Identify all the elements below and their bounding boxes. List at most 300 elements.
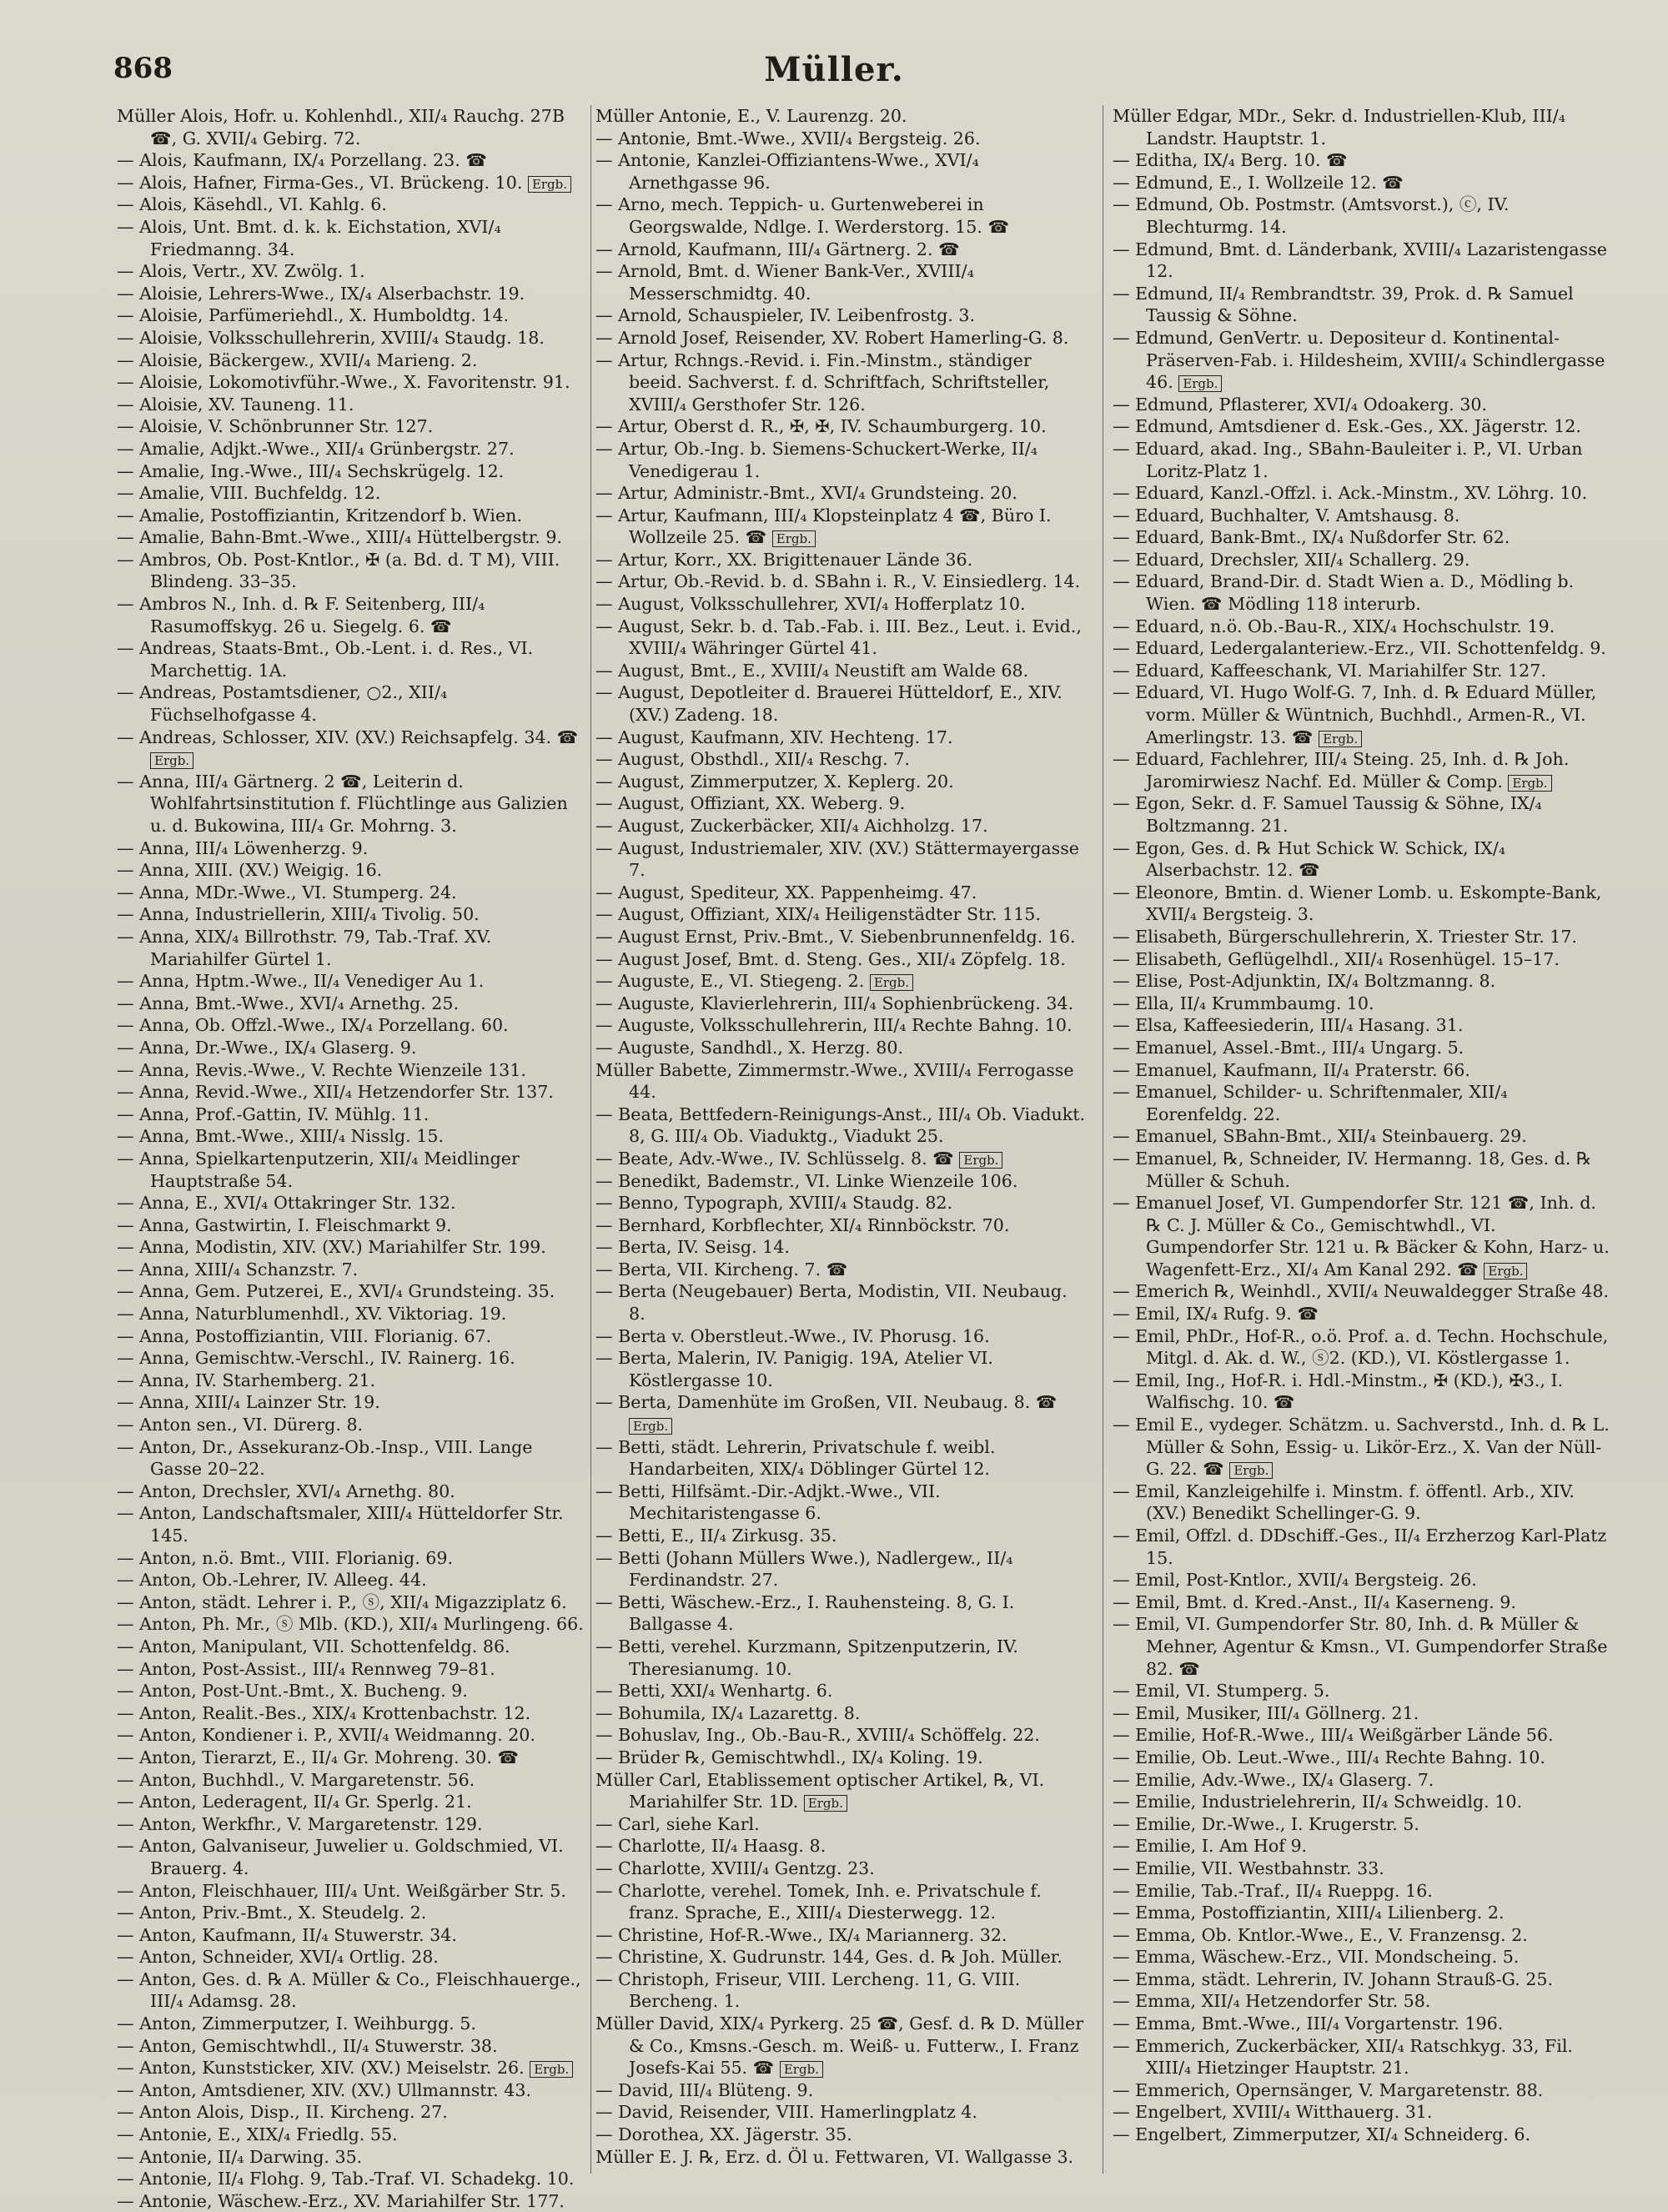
entry-text: — Anton, Tierarzt, E., II/₄ Gr. Mohreng. 30. ☎ xyxy=(117,1747,520,1767)
directory-entry xyxy=(117,2057,584,2079)
entry-text: — August, Offiziant, XX. Weberg. 9. xyxy=(595,793,906,814)
directory-entry xyxy=(117,2168,584,2190)
directory-entry xyxy=(595,970,1088,993)
entry-text: — Auguste, Sandhdl., X. Herzg. 80. xyxy=(595,1037,903,1058)
entry-text: — Edmund, E., I. Wollzeile 12. ☎ xyxy=(1113,172,1404,193)
entry-text: — Bohuslav, Ing., Ob.-Bau-R., XVIII/₄ Schöffelg. 22. xyxy=(595,1725,1040,1746)
page-number: 868 xyxy=(113,52,173,85)
directory-entry xyxy=(595,549,1088,571)
directory-entry xyxy=(1113,660,1613,682)
directory-entry xyxy=(595,415,1088,438)
directory-entry xyxy=(117,1769,584,1792)
directory-entry xyxy=(117,194,584,216)
entry-text: — Arno, mech. Teppich- u. Gurtenweberei in Georgswalde, Ndlge. I. Werderstorg. 15. ☎ xyxy=(595,194,1010,237)
entry-text: — Anton, Post-Unt.-Bmt., X. Bucheng. 9. xyxy=(117,1681,468,1702)
directory-entry xyxy=(595,1280,1088,1325)
directory-entry xyxy=(117,1081,584,1103)
directory-entry xyxy=(117,1658,584,1681)
directory-entry xyxy=(117,1259,584,1281)
entry-text: — Betti, E., II/₄ Zirkusg. 35. xyxy=(595,1526,837,1546)
entry-text: — Anna, Hptm.-Wwe., II/₄ Venediger Au 1. xyxy=(117,971,485,992)
entry-text: — Emma, Postoffiziantin, XIII/₄ Lilienberg. 2. xyxy=(1113,1903,1505,1923)
directory-entry xyxy=(117,882,584,904)
directory-entry xyxy=(1113,1148,1613,1192)
directory-entry xyxy=(1113,549,1613,571)
directory-entry xyxy=(1113,1835,1613,1858)
entry-text: — Aloisie, Parfümeriehdl., X. Humboldtg. 14. xyxy=(117,305,510,326)
entry-text: — Anna, Modistin, XIV. (XV.) Mariahilfer Str. 199. xyxy=(117,1237,546,1258)
entry-text: — Emilie, Hof-R.-Wwe., III/₄ Weißgärber Lände 56. xyxy=(1113,1725,1554,1746)
entry-text: — Eduard, Kaffeeschank, VI. Mariahilfer Str. 127. xyxy=(1113,660,1546,681)
directory-entry xyxy=(117,304,584,327)
directory-entry xyxy=(117,637,584,681)
directory-entry xyxy=(1113,1747,1613,1769)
directory-entry xyxy=(595,1813,1088,1836)
entry-text: — Anton, Werkfhr., V. Margaretenstr. 129. xyxy=(117,1813,483,1834)
directory-entry xyxy=(117,1037,584,1059)
ergb-badge: Ergb. xyxy=(772,530,816,547)
directory-entry xyxy=(117,1014,584,1037)
directory-entry xyxy=(1113,394,1613,416)
directory-entry xyxy=(117,903,584,926)
directory-entry xyxy=(595,1591,1088,1636)
directory-entry xyxy=(117,2035,584,2058)
entry-text: — Elsa, Kaffeesiederin, III/₄ Hasang. 31. xyxy=(1113,1015,1464,1036)
entry-text: — Eduard, Bank-Bmt., IX/₄ Nußdorfer Str. 62. xyxy=(1113,527,1510,548)
directory-entry xyxy=(1113,882,1613,926)
entry-text: — Emilie, Industrielehrerin, II/₄ Schweidlg. 10. xyxy=(1113,1792,1523,1812)
entry-text: — Bernhard, Korbflechter, XI/₄ Rinnböckstr. 70. xyxy=(595,1214,1010,1235)
entry-text: — Charlotte, verehel. Tomek, Inh. e. Privatschule f. franz. Sprache, E., XIII/₄ Diesterwegg. 12. xyxy=(595,1880,1042,1923)
directory-entry xyxy=(1113,1902,1613,1924)
entry-text: — Arnold Josef, Reisender, XV. Robert Hamerling-G. 8. xyxy=(595,327,1069,348)
column-divider xyxy=(590,105,591,2174)
ergb-badge: Ergb. xyxy=(1229,1462,1273,1479)
directory-entry xyxy=(117,1502,584,1546)
directory-entry xyxy=(1113,1014,1613,1037)
directory-entry xyxy=(595,1769,1088,1813)
directory-entry xyxy=(117,371,584,394)
entry-text: — Andreas, Schlosser, XIV. (XV.) Reichsapfelg. 34. ☎ xyxy=(117,726,579,747)
entry-text: — August, Bmt., E., XVIII/₄ Neustift am Walde 68. xyxy=(595,660,1029,681)
entry-text: — Emil E., vydeger. Schätzm. u. Sachverstd., Inh. d. ℞ L. Müller & Sohn, Essig- u. Likör-Erz., X. Van der Nüll-G. 22. ☎ xyxy=(1113,1415,1610,1480)
directory-entry xyxy=(595,327,1088,349)
entry-text: — Betti, städt. Lehrerin, Privatschule f. weibl. Handarbeiten, XIX/₄ Döblinger Gürtel 12. xyxy=(595,1436,996,1480)
directory-entry xyxy=(595,1236,1088,1259)
directory-entry xyxy=(1113,1680,1613,1702)
directory-entry xyxy=(595,726,1088,749)
entry-text: — Emma, Wäschew.-Erz., VII. Mondscheing. 5. xyxy=(1113,1947,1520,1968)
entry-text: — Amalie, Bahn-Bmt.-Wwe., XIII/₄ Hüttelbergstr. 9. xyxy=(117,527,563,548)
directory-entry xyxy=(1113,1414,1613,1481)
directory-entry xyxy=(595,2013,1088,2079)
entry-text: — Auguste, E., VI. Stiegeng. 2. xyxy=(595,971,865,992)
ergb-badge: Ergb. xyxy=(804,1795,847,1812)
entry-text: — Alois, Käsehdl., VI. Kahlg. 6. xyxy=(117,194,387,215)
directory-entry xyxy=(117,2013,584,2035)
entry-text: — Engelbert, Zimmerputzer, XI/₄ Schneiderg. 6. xyxy=(1113,2124,1531,2145)
directory-entry xyxy=(117,526,584,549)
directory-entry xyxy=(1113,748,1613,792)
entry-text: — Anton, Drechsler, XVI/₄ Arnethg. 80. xyxy=(117,1481,455,1501)
directory-entry xyxy=(595,1259,1088,1281)
entry-text: — Arnold, Kaufmann, III/₄ Gärtnerg. 2. ☎ xyxy=(595,239,960,259)
directory-entry xyxy=(117,549,584,593)
directory-entry xyxy=(117,1481,584,1503)
directory-entry xyxy=(117,1968,584,2013)
directory-entry xyxy=(595,1946,1088,1968)
entry-text: Müller Edgar, MDr., Sekr. d. Industriellen-Klub, III/₄ Landstr. Hauptstr. 1. xyxy=(1113,106,1565,148)
directory-entry xyxy=(1113,415,1613,438)
ergb-badge: Ergb. xyxy=(959,1152,1002,1169)
directory-entry xyxy=(595,2101,1088,2124)
entry-text: — Edmund, GenVertr. u. Depositeur d. Kontinental-Präserven-Fab. i. Hildesheim, XVIII/₄ Schindlergasse 46. xyxy=(1113,327,1605,393)
directory-entry xyxy=(1113,948,1613,971)
directory-entry xyxy=(117,1125,584,1148)
directory-entry xyxy=(117,172,584,194)
entry-text: — Benedikt, Bademstr., VI. Linke Wienzeile 106. xyxy=(595,1170,1018,1191)
entry-text: — Charlotte, II/₄ Haasg. 8. xyxy=(595,1836,826,1857)
directory-entry xyxy=(117,1280,584,1303)
entry-text: — Alois, Unt. Bmt. d. k. k. Eichstation, XVI/₄ Friedmanng. 34. xyxy=(117,216,501,259)
entry-text: — Edmund, Amtsdiener d. Esk.-Ges., XX. Jägerstr. 12. xyxy=(1113,416,1581,437)
directory-entry xyxy=(117,1547,584,1570)
directory-entry xyxy=(1113,1924,1613,1947)
entry-text: — Emil, Musiker, III/₄ Göllnerg. 21. xyxy=(1113,1702,1419,1723)
directory-entry xyxy=(595,128,1088,150)
directory-entry xyxy=(595,1924,1088,1947)
entry-text: — Amalie, Ing.-Wwe., III/₄ Sechskrügelg. 12. xyxy=(117,460,505,481)
directory-entry xyxy=(1113,505,1613,527)
entry-text: — Anna, XIII/₄ Lainzer Str. 19. xyxy=(117,1392,380,1413)
directory-entry xyxy=(1113,194,1613,238)
directory-entry xyxy=(1113,2013,1613,2035)
entry-text: — David, Reisender, VIII. Hamerlingplatz 4. xyxy=(595,2102,977,2123)
directory-entry xyxy=(1113,2035,1613,2079)
running-head: Müller. xyxy=(764,50,904,89)
entry-text: — August, Industriemaler, XIV. (XV.) Stättermayergasse 7. xyxy=(595,837,1079,881)
entry-text: — Emilie, Tab.-Traf., II/₄ Rueppg. 16. xyxy=(1113,1880,1433,1901)
entry-text: — Artur, Ob.-Revid. b. d. SBahn i. R., V. Einsiedlerg. 14. xyxy=(595,571,1081,592)
directory-entry xyxy=(117,149,584,172)
entry-text: — Anna, Spielkartenputzerin, XII/₄ Meidlinger Hauptstraße 54. xyxy=(117,1148,520,1191)
ergb-badge: Ergb. xyxy=(780,2061,823,2078)
directory-entry xyxy=(117,1059,584,1082)
entry-text: — Berta, Malerin, IV. Panigig. 19A, Atelier VI. Köstlergasse 10. xyxy=(595,1348,993,1390)
entry-text: — Benno, Typograph, XVIII/₄ Staudg. 82. xyxy=(595,1193,953,1214)
directory-entry xyxy=(117,1569,584,1591)
directory-entry xyxy=(595,149,1088,194)
entry-text: — Eduard, Buchhalter, V. Amtshausg. 8. xyxy=(1113,505,1460,525)
directory-entry xyxy=(1113,1525,1613,1569)
directory-entry xyxy=(595,1037,1088,1059)
directory-entry xyxy=(595,260,1088,304)
directory-entry xyxy=(595,1702,1088,1725)
directory-entry xyxy=(595,2124,1088,2146)
directory-entry xyxy=(1113,1370,1613,1414)
entry-text: — Engelbert, XVIII/₄ Witthauerg. 31. xyxy=(1113,2102,1433,2123)
entry-text: — Emil, IX/₄ Rufg. 9. ☎ xyxy=(1113,1304,1319,1325)
entry-text: — Aloisie, XV. Tauneng. 11. xyxy=(117,394,354,415)
directory-entry xyxy=(117,593,584,637)
directory-entry xyxy=(117,1636,584,1658)
entry-text: — Anna, Revid.-Wwe., XII/₄ Hetzendorfer Str. 137. xyxy=(117,1082,554,1103)
entry-text: Müller Alois, Hofr. u. Kohlenhdl., XII/₄ Rauchg. 27B ☎, G. XVII/₄ Gebirg. 72. xyxy=(117,106,565,148)
entry-text: — Emmerich, Zuckerbäcker, XII/₄ Ratschkyg. 33, Fil. XIII/₄ Hietzinger Hauptstr. 21. xyxy=(1113,2035,1573,2079)
entry-text: — Beata, Bettfedern-Reinigungs-Anst., III/₄ Ob. Viadukt. 8, G. III/₄ Ob. Viaduktg., Viadukt 25. xyxy=(595,1103,1086,1147)
directory-entry xyxy=(1113,1325,1613,1370)
entry-text: — Anna, Dr.-Wwe., IX/₄ Glaserg. 9. xyxy=(117,1037,417,1058)
entry-text: — Emma, Bmt.-Wwe., III/₄ Vorgartenstr. 196. xyxy=(1113,2013,1504,2034)
entry-text: — Eduard, Kanzl.-Offzl. i. Ack.-Minstm., XV. Löhrg. 10. xyxy=(1113,483,1588,504)
entry-text: — Auguste, Klavierlehrerin, III/₄ Sophienbrückeng. 34. xyxy=(595,993,1074,1013)
directory-entry xyxy=(117,2124,584,2146)
directory-entry xyxy=(117,1724,584,1747)
entry-text: — Elisabeth, Geflügelhdl., XII/₄ Rosenhügel. 15–17. xyxy=(1113,948,1560,969)
directory-entry xyxy=(117,1391,584,1414)
entry-text: — Emilie, Ob. Leut.-Wwe., III/₄ Rechte Bahng. 10. xyxy=(1113,1747,1545,1767)
entry-text: — Anton, Landschaftsmaler, XIII/₄ Hütteldorfer Str. 145. xyxy=(117,1503,564,1546)
directory-entry xyxy=(117,970,584,993)
directory-entry xyxy=(1113,1059,1613,1082)
directory-entry xyxy=(117,1370,584,1392)
entry-text: — Berta, Damenhüte im Großen, VII. Neubaug. 8. ☎ xyxy=(595,1392,1058,1413)
directory-entry xyxy=(1113,1880,1613,1903)
directory-entry xyxy=(1113,149,1613,172)
entry-text: — Arnold, Bmt. d. Wiener Bank-Ver., XVIII/₄ Messerschmidtg. 40. xyxy=(595,261,974,304)
entry-text: — Ambros, Ob. Post-Kntlor., ✠ (a. Bd. d. T M), VIII. Blindeng. 33–35. xyxy=(117,549,560,592)
directory-entry xyxy=(595,616,1088,660)
directory-entry xyxy=(117,2190,584,2212)
directory-entry xyxy=(1113,2124,1613,2146)
directory-entry xyxy=(117,1214,584,1237)
directory-entry xyxy=(117,859,584,882)
directory-entry xyxy=(1113,1303,1613,1325)
entry-text: — Antonie, Wäschew.-Erz., XV. Mariahilfer Str. 177. xyxy=(117,2190,565,2211)
entry-text: Müller E. J. ℞, Erz. d. Öl u. Fettwaren, VI. Wallgasse 3. xyxy=(595,2146,1074,2167)
directory-entry xyxy=(117,1236,584,1259)
entry-text: — Emil, Post-Kntlor., XVII/₄ Bergsteig. 26. xyxy=(1113,1570,1477,1591)
directory-entry xyxy=(117,327,584,349)
directory-entry xyxy=(595,1636,1088,1680)
entry-text: — Emil, Bmt. d. Kred.-Anst., II/₄ Kaserneng. 9. xyxy=(1113,1591,1516,1612)
directory-entry xyxy=(117,2146,584,2169)
directory-entry xyxy=(117,415,584,438)
directory-entry xyxy=(1113,1990,1613,2013)
entry-text: — Auguste, Volksschullehrerin, III/₄ Rechte Bahng. 10. xyxy=(595,1015,1073,1036)
directory-entry xyxy=(117,349,584,372)
entry-text: — Anna, XIII. (XV.) Weigig. 16. xyxy=(117,860,383,881)
entry-text: — Emanuel, SBahn-Bmt., XII/₄ Steinbauerg. 29. xyxy=(1113,1126,1527,1147)
directory-entry xyxy=(1113,1280,1613,1303)
directory-entry xyxy=(1113,438,1613,482)
directory-entry xyxy=(1113,1968,1613,1991)
directory-entry xyxy=(117,993,584,1015)
ergb-badge: Ergb. xyxy=(1178,375,1222,392)
entry-text: — Anna, III/₄ Löwenherzg. 9. xyxy=(117,837,369,858)
directory-entry xyxy=(595,571,1088,593)
directory-entry xyxy=(1113,2079,1613,2102)
directory-entry xyxy=(117,482,584,505)
entry-text: — Anton, Realit.-Bes., XIX/₄ Krottenbachstr. 12. xyxy=(117,1702,531,1723)
directory-entry xyxy=(595,660,1088,682)
entry-text: — Anton, Lederagent, II/₄ Gr. Sperlg. 21. xyxy=(117,1792,472,1812)
ergb-badge: Ergb. xyxy=(1508,775,1551,792)
entry-text: — Anton, städt. Lehrer i. P., ⓢ, XII/₄ Migazziplatz 6. xyxy=(117,1591,567,1612)
entry-text: — Emil, Offzl. d. DDschiff.-Ges., II/₄ Erzherzog Karl-Platz 15. xyxy=(1113,1526,1607,1568)
entry-text: — Eleonore, Bmtin. d. Wiener Lomb. u. Eskompte-Bank, XVII/₄ Bergsteig. 3. xyxy=(1113,882,1602,925)
entry-text: — Berta (Neugebauer) Berta, Modistin, VII. Neubaug. 8. xyxy=(595,1281,1068,1325)
entry-text: — Anna, Gastwirtin, I. Fleischmarkt 9. xyxy=(117,1214,452,1235)
directory-entry xyxy=(595,593,1088,616)
entry-text: — Anna, MDr.-Wwe., VI. Stumperg. 24. xyxy=(117,882,457,902)
entry-text: — Anton Alois, Disp., II. Kircheng. 27. xyxy=(117,2102,448,2123)
entry-text: — Anton, Zimmerputzer, I. Weihburgg. 5. xyxy=(117,2013,476,2034)
entry-text: — Bohumila, IX/₄ Lazarettg. 8. xyxy=(595,1702,861,1723)
entry-text: — Berta v. Oberstleut.-Wwe., IV. Phorusg. 16. xyxy=(595,1325,990,1346)
entry-text: — Brüder ℞, Gemischtwhdl., IX/₄ Koling. 19. xyxy=(595,1747,983,1767)
entry-text: — Anna, III/₄ Gärtnerg. 2 ☎, Leiterin d. Wohlfahrtsinstitution f. Flüchtlinge aus Galizien u. d. Bukowina, III/₄ Gr. Mohrng. 3. xyxy=(117,771,568,836)
entry-text: — Emil, Ing., Hof-R. i. Hdl.-Minstm., ✠ (KD.), ✠3., I. Walfischg. 10. ☎ xyxy=(1113,1370,1564,1413)
entry-text: — Anna, Ob. Offzl.-Wwe., IX/₄ Porzellang. 60. xyxy=(117,1015,509,1036)
directory-entry xyxy=(595,748,1088,771)
entry-text: — August Ernst, Priv.-Bmt., V. Siebenbrunnenfeldg. 16. xyxy=(595,926,1076,947)
entry-text: — Emil, PhDr., Hof-R., o.ö. Prof. a. d. Techn. Hochschule, Mitgl. d. Ak. d. W., ⓢ2. (KD.), VI. Köstlergasse 1. xyxy=(1113,1325,1609,1369)
directory-entry xyxy=(1113,327,1613,394)
directory-entry xyxy=(595,837,1088,882)
directory-entry xyxy=(1113,172,1613,194)
directory-entry xyxy=(595,1547,1088,1591)
entry-text: — Anna, Revis.-Wwe., V. Rechte Wienzeile 131. xyxy=(117,1059,526,1080)
directory-entry xyxy=(117,1436,584,1481)
directory-entry xyxy=(117,1924,584,1947)
entry-text: — August, Sekr. b. d. Tab.-Fab. i. III. Bez., Leut. i. Evid., XVIII/₄ Währinger Gürtel 41. xyxy=(595,616,1082,659)
entry-text: — Anton, Ges. d. ℞ A. Müller & Co., Fleischhauerge., III/₄ Adamsg. 28. xyxy=(117,1968,581,2012)
directory-entry xyxy=(117,1702,584,1725)
directory-entry xyxy=(595,815,1088,837)
directory-entry xyxy=(1113,1125,1613,1148)
entry-text: — Aloisie, V. Schönbrunner Str. 127. xyxy=(117,416,434,437)
entry-text: — Anna, Prof.-Gattin, IV. Mühlg. 11. xyxy=(117,1103,430,1124)
entry-text: — Ella, II/₄ Krummbaumg. 10. xyxy=(1113,993,1374,1013)
directory-entry xyxy=(595,1192,1088,1214)
directory-entry xyxy=(595,1325,1088,1348)
column-1 xyxy=(117,105,584,2212)
entry-text: — Berta, IV. Seisg. 14. xyxy=(595,1237,790,1258)
entry-text: — Alois, Kaufmann, IX/₄ Porzellang. 23. ☎ xyxy=(117,150,487,171)
entry-text: — Ambros N., Inh. d. ℞ F. Seitenberg, III/₄ Rasumoffskyg. 26 u. Siegelg. 6. ☎ xyxy=(117,594,485,636)
entry-text: — Artur, Rchngs.-Revid. i. Fin.-Minstm., ständiger beeid. Sachverst. f. d. Schriftfach, Schriftsteller, XVIII/₄ Gersthofer Str. 126. xyxy=(595,349,1050,415)
entry-text: — Arnold, Schauspieler, IV. Leibenfrostg. 3. xyxy=(595,305,976,326)
entry-text: — Antonie, II/₄ Darwing. 35. xyxy=(117,2146,363,2167)
entry-text: — Antonie, II/₄ Flohg. 9, Tab.-Traf. VI. Schadekg. 10. xyxy=(117,2169,575,2189)
ergb-badge: Ergb. xyxy=(629,1418,672,1435)
entry-text: — Emil, Kanzleigehilfe i. Minstm. f. öffentl. Arb., XIV. (XV.) Benedikt Schellinger-G. 9. xyxy=(1113,1481,1575,1524)
entry-text: — August, Kaufmann, XIV. Hechteng. 17. xyxy=(595,726,953,747)
entry-text: — Anna, XIX/₄ Billrothstr. 79, Tab.-Traf. XV. Mariahilfer Gürtel 1. xyxy=(117,926,492,969)
directory-entry xyxy=(117,460,584,483)
directory-entry xyxy=(117,283,584,305)
directory-entry xyxy=(117,1103,584,1126)
directory-entry xyxy=(595,1391,1088,1435)
directory-entry xyxy=(595,948,1088,971)
directory-entry xyxy=(595,1436,1088,1481)
entry-text: — August, Volksschullehrer, XVI/₄ Hofferplatz 10. xyxy=(595,594,1026,615)
entry-text: — Anna, Gem. Putzerei, E., XVI/₄ Grundsteing. 35. xyxy=(117,1281,555,1302)
entry-text: — Dorothea, XX. Jägerstr. 35. xyxy=(595,2124,852,2145)
ergb-badge: Ergb. xyxy=(528,176,571,193)
ergb-badge: Ergb. xyxy=(1319,731,1362,747)
directory-entry xyxy=(117,505,584,527)
entry-text: — Anton, Ph. Mr., ⓢ Mlb. (KD.), XII/₄ Murlingeng. 66. xyxy=(117,1614,584,1635)
entry-text: — Anton, Gemischtwhdl., II/₄ Stuwerstr. 38. xyxy=(117,2035,498,2056)
entry-text: — Antonie, Bmt.-Wwe., XVII/₄ Bergsteig. 26. xyxy=(595,128,981,148)
directory-entry xyxy=(1113,1081,1613,1125)
entry-text: — Berta, VII. Kircheng. 7. ☎ xyxy=(595,1259,848,1279)
directory-entry xyxy=(595,239,1088,261)
directory-entry xyxy=(117,1680,584,1702)
entry-text: — Antonie, Kanzlei-Offiziantens-Wwe., XVI/₄ Arnethgasse 96. xyxy=(595,150,979,193)
entry-text: — Amalie, VIII. Buchfeldg. 12. xyxy=(117,483,381,504)
directory-entry xyxy=(117,1148,584,1192)
directory-entry xyxy=(595,1858,1088,1880)
entry-text: — Betti, XXI/₄ Wenhartg. 6. xyxy=(595,1681,833,1702)
directory-entry xyxy=(117,1414,584,1436)
entry-text: — Emmerich, Opernsänger, V. Margaretenstr. 88. xyxy=(1113,2079,1544,2100)
entry-text: Müller Carl, Etablissement optischer Artikel, ℞, VI. Mariahilfer Str. 1D. xyxy=(595,1769,1045,1812)
directory-entry xyxy=(1113,1613,1613,1680)
directory-entry xyxy=(595,1525,1088,1547)
directory-entry xyxy=(595,349,1088,416)
ergb-badge: Ergb. xyxy=(870,974,913,991)
directory-entry xyxy=(595,1347,1088,1391)
directory-entry xyxy=(1113,1192,1613,1280)
directory-entry xyxy=(117,837,584,860)
entry-text: — Anna, IV. Starhemberg. 21. xyxy=(117,1370,376,1390)
directory-entry xyxy=(595,1148,1088,1170)
entry-text: — Eduard, n.ö. Ob.-Bau-R., XIX/₄ Hochschulstr. 19. xyxy=(1113,616,1555,636)
directory-entry xyxy=(117,1347,584,1370)
entry-text: — Eduard, Ledergalanteriew.-Erz., VII. Schottenfeldg. 9. xyxy=(1113,638,1606,659)
entry-text: — Emil, VI. Gumpendorfer Str. 80, Inh. d. ℞ Müller & Mehner, Agentur & Kmsn., VI. Gumpendorfer Straße 82. ☎ xyxy=(1113,1614,1608,1679)
entry-text: — Anna, Bmt.-Wwe., XVI/₄ Arnethg. 25. xyxy=(117,993,459,1013)
directory-entry xyxy=(117,438,584,460)
directory-entry xyxy=(117,1325,584,1348)
entry-text: — Eduard, akad. Ing., SBahn-Bauleiter i. P., VI. Urban Loritz-Platz 1. xyxy=(1113,438,1583,481)
directory-entry xyxy=(595,1835,1088,1858)
entry-text: — Artur, Administr.-Bmt., XVI/₄ Grundsteing. 20. xyxy=(595,483,1017,504)
entry-text: — Eduard, Drechsler, XII/₄ Schallerg. 29. xyxy=(1113,549,1470,570)
directory-entry xyxy=(1113,1769,1613,1792)
entry-text: — Artur, Oberst d. R., ✠, ✠, IV. Schaumburgerg. 10. xyxy=(595,416,1047,437)
entry-text: — Egon, Ges. d. ℞ Hut Schick W. Schick, IX/₄ Alserbachstr. 12. ☎ xyxy=(1113,837,1506,881)
entry-text: — August Josef, Bmt. d. Steng. Ges., XII/₄ Zöpfelg. 18. xyxy=(595,948,1066,969)
directory-entry xyxy=(117,1902,584,1924)
directory-entry xyxy=(595,1170,1088,1193)
directory-entry xyxy=(1113,1702,1613,1725)
entry-text: — Carl, siehe Karl. xyxy=(595,1813,760,1834)
ergb-badge: Ergb. xyxy=(1484,1263,1527,1279)
entry-text: — Anton, Amtsdiener, XIV. (XV.) Ullmannstr. 43. xyxy=(117,2079,532,2100)
entry-text: — Anton, Ob.-Lehrer, IV. Alleeg. 44. xyxy=(117,1570,427,1591)
directory-entry xyxy=(1113,1946,1613,1968)
directory-entry xyxy=(117,260,584,283)
entry-text: — Emanuel Josef, VI. Gumpendorfer Str. 121 ☎, Inh. d. ℞ C. J. Müller & Co., Gemischtwhdl., VI. Gumpendorfer Str. 121 u. ℞ Bäcker & Kohn, Harz- u. Wagenfett-Erz., XI/₄ Am Kanal 292. ☎ xyxy=(1113,1193,1610,1279)
entry-text: — Anton, Post-Assist., III/₄ Rennweg 79–81. xyxy=(117,1658,495,1679)
entry-text: — Betti, Wäschew.-Erz., I. Rauhensteing. 8, G. I. Ballgasse 4. xyxy=(595,1591,1015,1635)
entry-text: — Emilie, Adv.-Wwe., IX/₄ Glaserg. 7. xyxy=(1113,1769,1434,1790)
directory-entry xyxy=(117,1192,584,1214)
